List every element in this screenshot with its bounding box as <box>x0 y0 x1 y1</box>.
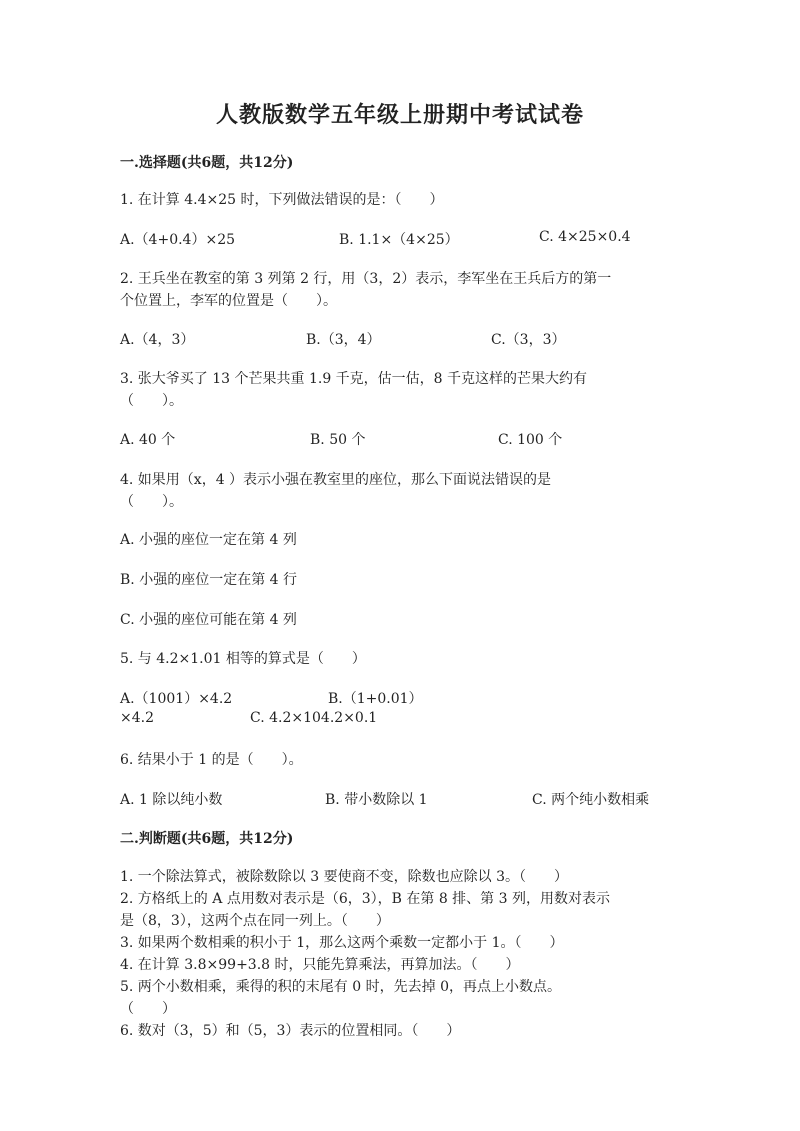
question-1-stem: 1. 在计算 4.4×25 时，下列做法错误的是：（ ） <box>120 192 444 208</box>
judge-item-2-line-2: 是（8，3），这两个点在同一列上。（ ） <box>120 913 390 929</box>
option-c: C.（3，3） <box>491 332 566 348</box>
question-3-stem-line-2: （ ）。 <box>120 393 183 409</box>
judge-item-5-line-1: 5. 两个小数相乘，乘得的积的末尾有 0 时，先去掉 0，再点上小数点。 <box>120 979 561 995</box>
option-b: B.（3，4） <box>306 332 381 348</box>
option-b: B. 50 个 <box>310 432 366 448</box>
judge-item-4: 4. 在计算 3.8×99+3.8 时，只能先算乘法，再算加法。（ ） <box>120 957 520 973</box>
question-6-stem: 6. 结果小于 1 的是（ ）。 <box>120 752 303 768</box>
option-b-continued: ×4.2 <box>120 710 154 726</box>
option-a: A. 1 除以纯小数 <box>120 792 223 808</box>
question-5-options-line-2 <box>120 710 680 730</box>
question-2-stem-line-2: 个位置上，李军的位置是（ ）。 <box>120 293 337 309</box>
option-b: B. 带小数除以 1 <box>325 792 428 808</box>
option-c: C. 两个纯小数相乘 <box>532 792 650 808</box>
option-a: A. 40 个 <box>120 432 176 448</box>
question-5-options-line-1 <box>120 688 680 708</box>
option-a: A.（4，3） <box>120 332 195 348</box>
option-a: A.（4+0.4）×25 <box>120 232 236 248</box>
question-4-option-b: B. 小强的座位一定在第 4 行 <box>120 572 297 588</box>
question-3-options <box>120 429 680 449</box>
question-4-stem-line-2: （ ）。 <box>120 494 183 510</box>
question-2-options <box>120 329 680 349</box>
judge-item-6: 6. 数对（3，5）和（5，3）表示的位置相同。（ ） <box>120 1023 461 1039</box>
judge-item-5-line-2: （ ） <box>120 1001 176 1017</box>
question-4-option-c: C. 小强的座位可能在第 4 列 <box>120 612 297 628</box>
option-b: B. 1.1×（4×25） <box>339 232 459 248</box>
judge-item-2-line-1: 2. 方格纸上的 A 点用数对表示是（6，3），B 在第 8 排、第 3 列，用数对表示 <box>120 891 610 907</box>
question-4-stem-line-1: 4. 如果用（x，4 ）表示小强在教室里的座位，那么下面说法错误的是 <box>120 472 552 488</box>
question-6-options <box>120 789 680 809</box>
judge-item-3: 3. 如果两个数相乘的积小于 1，那么这两个乘数一定都小于 1。（ ） <box>120 935 564 951</box>
question-1-options <box>120 229 680 249</box>
option-c: C. 4×25×0.4 <box>539 229 631 245</box>
option-c: C. 100 个 <box>498 432 563 448</box>
section-heading-true-false: 二.判断题(共6题，共12分) <box>120 831 294 847</box>
section-heading-choice: 一.选择题(共6题，共12分) <box>120 155 294 171</box>
question-3-stem-line-1: 3. 张大爷买了 13 个芒果共重 1.9 千克，估一估，8 千克这样的芒果大约有 <box>120 371 588 387</box>
judge-item-1: 1. 一个除法算式，被除数除以 3 要使商不变，除数也应除以 3。（ ） <box>120 869 568 885</box>
option-b: B.（1+0.01） <box>328 691 423 707</box>
option-a: A.（1001）×4.2 <box>120 691 233 707</box>
question-4-option-a: A. 小强的座位一定在第 4 列 <box>120 532 297 548</box>
question-5-stem: 5. 与 4.2×1.01 相等的算式是（ ） <box>120 651 366 667</box>
question-2-stem-line-1: 2. 王兵坐在教室的第 3 列第 2 行，用（3，2）表示，李军坐在王兵后方的第一 <box>120 271 612 287</box>
page-title: 人教版数学五年级上册期中考试试卷 <box>215 102 584 128</box>
option-c: C. 4.2×104.2×0.1 <box>250 710 378 726</box>
